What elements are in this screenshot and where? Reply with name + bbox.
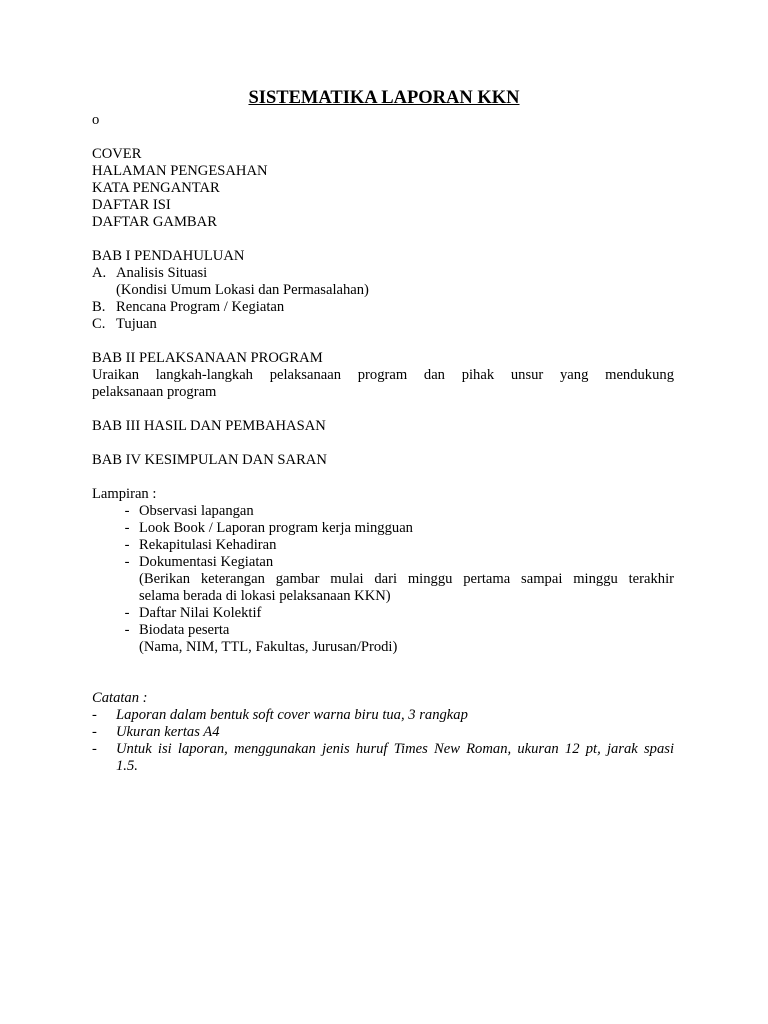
- lampiran-item-text: Look Book / Laporan program kerja mingguan: [139, 520, 413, 536]
- dash-bullet: -: [124, 605, 130, 621]
- dash-bullet: -: [124, 520, 130, 536]
- bab1-item: [92, 265, 674, 282]
- dash-bullet: -: [124, 622, 130, 638]
- catatan-item-continuation: [92, 758, 674, 775]
- front-matter-item: HALAMAN PENGESAHAN: [92, 163, 268, 179]
- lampiran-item-text: Observasi lapangan: [139, 503, 254, 519]
- lampiran-item: [92, 605, 674, 622]
- catatan-heading: Catatan :: [92, 690, 148, 706]
- front-matter-item: DAFTAR GAMBAR: [92, 214, 217, 230]
- lampiran-item: [92, 520, 674, 537]
- bab2-section: [92, 350, 674, 401]
- bab4-heading: BAB IV KESIMPULAN DAN SARAN: [92, 452, 327, 468]
- dokumentasi-note-line: (Berikan keterangan gambar mulai dari minggu pertama sampai minggu terakhir: [139, 571, 674, 587]
- lampiran-item-text: Daftar Nilai Kolektif: [139, 605, 262, 621]
- bab3-heading: BAB III HASIL DAN PEMBAHASAN: [92, 418, 326, 434]
- lampiran-item: [92, 503, 674, 520]
- lampiran-item: [92, 554, 674, 571]
- document-title: SISTEMATIKA LAPORAN KKN: [248, 88, 520, 108]
- dash-bullet: -: [124, 554, 130, 570]
- catatan-item-text: Laporan dalam bentuk soft cover warna biru tua, 3 rangkap: [116, 707, 468, 723]
- dash-bullet: -: [124, 503, 130, 519]
- dash-bullet: -: [92, 707, 97, 723]
- front-matter-item: DAFTAR ISI: [92, 197, 171, 213]
- bab1-item: [92, 299, 674, 316]
- bullet-marker: o: [92, 112, 100, 128]
- item-letter: A.: [92, 265, 107, 281]
- lampiran-item-text: Biodata peserta: [139, 622, 230, 638]
- bab1-heading: BAB I PENDAHULUAN: [92, 248, 245, 264]
- bab2-heading: BAB II PELAKSANAAN PROGRAM: [92, 350, 323, 366]
- bab2-description-line: Uraikan langkah-langkah pelaksanaan program dan pihak unsur yang mendukung: [92, 367, 674, 383]
- document-body: [92, 112, 674, 775]
- front-matter-item: KATA PENGANTAR: [92, 180, 220, 196]
- lampiran-item: [92, 622, 674, 639]
- bab1-item-note: (Kondisi Umum Lokasi dan Permasalahan): [116, 282, 369, 298]
- item-letter: B.: [92, 299, 106, 315]
- dash-bullet: -: [124, 537, 130, 553]
- biodata-note: (Nama, NIM, TTL, Fakultas, Jurusan/Prodi): [139, 639, 398, 655]
- front-matter-list: [92, 146, 674, 231]
- dokumentasi-note-line: selama berada di lokasi pelaksanaan KKN): [139, 588, 391, 604]
- item-text: Analisis Situasi: [116, 265, 208, 281]
- lampiran-item-text: Dokumentasi Kegiatan: [139, 554, 274, 570]
- lampiran-section: [92, 486, 674, 656]
- catatan-item: [92, 724, 674, 741]
- catatan-item-text: 1.5.: [116, 758, 138, 774]
- bab1-section: [92, 248, 674, 333]
- item-text: Rencana Program / Kegiatan: [116, 299, 285, 315]
- catatan-item: [92, 741, 674, 758]
- lampiran-item-text: Rekapitulasi Kehadiran: [139, 537, 277, 553]
- catatan-item-text: Ukuran kertas A4: [116, 724, 220, 740]
- lampiran-item: [92, 537, 674, 554]
- catatan-item: [92, 707, 674, 724]
- item-text: Tujuan: [116, 316, 157, 332]
- dash-bullet: -: [92, 741, 97, 757]
- lampiran-heading: Lampiran :: [92, 486, 157, 502]
- catatan-item-text: Untuk isi laporan, menggunakan jenis huruf Times New Roman, ukuran 12 pt, jarak spasi: [116, 741, 674, 757]
- bab2-description-line: pelaksanaan program: [92, 384, 217, 400]
- front-matter-item: COVER: [92, 146, 142, 162]
- bab1-item: [92, 316, 674, 333]
- catatan-section: [92, 690, 674, 775]
- dash-bullet: -: [92, 724, 97, 740]
- item-letter: C.: [92, 316, 106, 332]
